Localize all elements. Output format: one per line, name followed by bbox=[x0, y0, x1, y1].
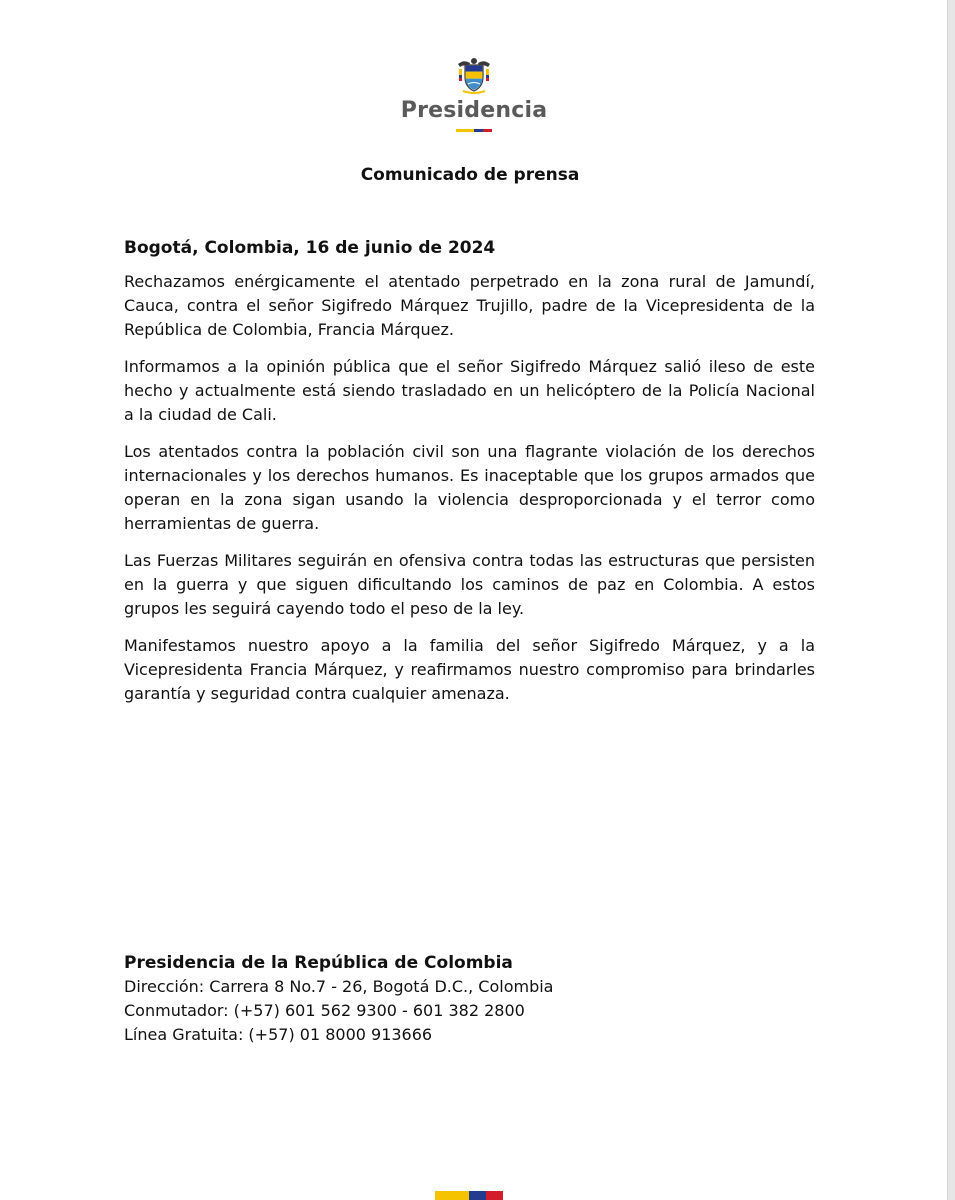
paragraph-3: Los atentados contra la población civil son una flagrante violación de los derechos internacionales y los derechos humanos. Es inaceptable que los grupos armados que operan en la zona sigan usando la violencia desproporcionada y el terror como herramientas de guerra. bbox=[124, 442, 815, 533]
contact-footer bbox=[124, 951, 815, 1047]
footer-organization: Presidencia de la República de Colombia bbox=[124, 953, 513, 973]
footer-toll-free: Línea Gratuita: (+57) 01 8000 913666 bbox=[124, 1025, 433, 1044]
footer-switchboard: Conmutador: (+57) 601 562 9300 - 601 382 2800 bbox=[124, 1001, 525, 1020]
flag-stripe bbox=[456, 129, 492, 132]
paragraph-4: Las Fuerzas Militares seguirán en ofensiva contra todas las estructuras que persisten en la guerra y que siguen dificultando los caminos de paz en Colombia. A estos grupos les seguirá cayendo todo el peso de la ley. bbox=[124, 551, 815, 618]
paragraph-5: Manifestamos nuestro apoyo a la familia del señor Sigifredo Márquez, y a la Vicepresidenta Francia Márquez, y reafirmamos nuestro compromiso para brindarles garantía y seguridad contra cualquier amenaza. bbox=[124, 636, 815, 703]
dateline: Bogotá, Colombia, 16 de junio de 2024 bbox=[124, 238, 496, 258]
paragraph-2: Informamos a la opinión pública que el señor Sigifredo Márquez salió ileso de este hecho y actualmente está siendo trasladado en un helicóptero de la Policía Nacional a la ciudad de Cali. bbox=[124, 357, 815, 424]
page-edge bbox=[947, 0, 955, 1200]
bottom-flag-stripe bbox=[435, 1191, 503, 1200]
brand-name: Presidencia bbox=[400, 98, 548, 123]
letterhead bbox=[0, 55, 948, 132]
document-body bbox=[124, 236, 815, 719]
footer-address: Dirección: Carrera 8 No.7 - 26, Bogotá D.C., Colombia bbox=[124, 977, 554, 996]
colombia-coat-of-arms-icon bbox=[454, 55, 494, 95]
paragraph-1: Rechazamos enérgicamente el atentado perpetrado en la zona rural de Jamundí, Cauca, contra el señor Sigifredo Márquez Trujillo, padre de la Vicepresidenta de la República de Colombia, Francia Márquez. bbox=[124, 272, 815, 339]
document-title: Comunicado de prensa bbox=[360, 165, 580, 185]
